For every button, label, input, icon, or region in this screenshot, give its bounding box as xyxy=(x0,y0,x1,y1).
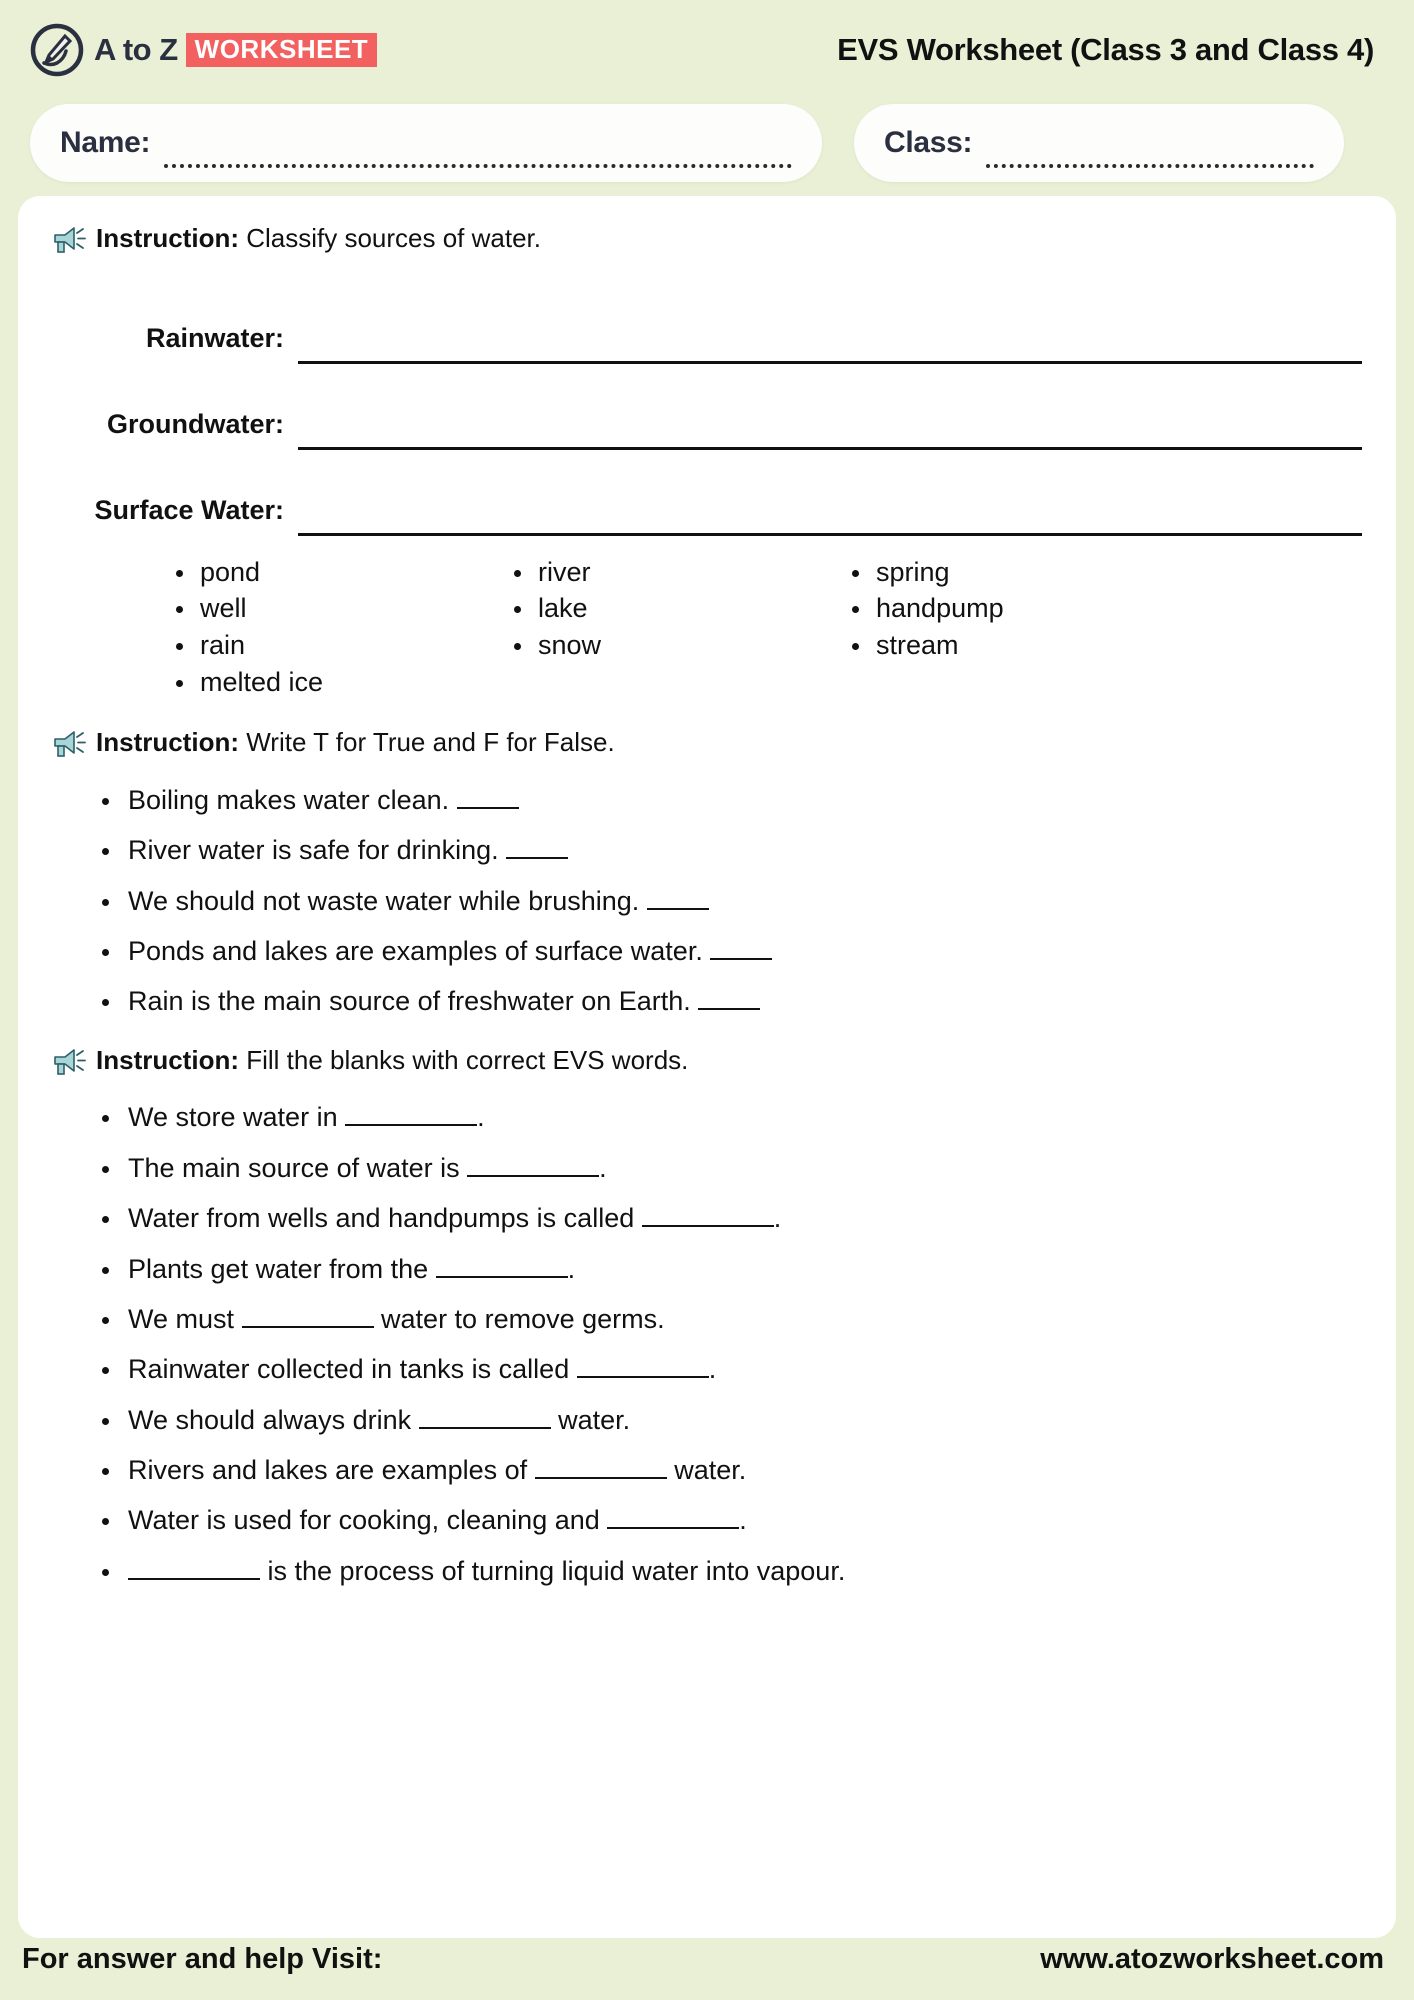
list-item xyxy=(96,1202,1362,1234)
list-item xyxy=(96,1353,1362,1385)
sentence-before: We should always drink xyxy=(128,1404,419,1435)
list-item xyxy=(96,935,1362,967)
answer-blank[interactable] xyxy=(242,1326,374,1328)
word-bank-column-1 xyxy=(170,554,508,701)
instruction-true-false xyxy=(52,726,1362,766)
classify-label-surface-water: Surface Water: xyxy=(94,494,284,525)
answer-blank[interactable] xyxy=(506,857,568,859)
instruction-detail: Write T for True and F for False. xyxy=(239,727,615,758)
answer-blank[interactable] xyxy=(698,1008,760,1010)
instruction-text xyxy=(96,222,541,255)
answer-blank[interactable] xyxy=(607,1527,739,1529)
list-item xyxy=(96,985,1362,1017)
list-item xyxy=(96,1454,1362,1486)
word-bank-item: lake xyxy=(508,590,846,627)
answer-blank[interactable] xyxy=(642,1225,774,1227)
sentence-before: Water from wells and handpumps is called xyxy=(128,1203,642,1234)
sentence-after: . xyxy=(708,1354,717,1385)
classify-row-groundwater xyxy=(52,364,1362,450)
sentence-before: Water is used for cooking, cleaning and xyxy=(128,1505,608,1536)
megaphone-icon xyxy=(52,1046,86,1084)
statement-text: Ponds and lakes are examples of surface water. xyxy=(128,936,703,967)
brand-badge: WORKSHEET xyxy=(186,33,378,67)
classify-label-groundwater: Groundwater: xyxy=(106,408,284,439)
word-bank-item: river xyxy=(508,554,846,591)
classify-answer-groundwater[interactable] xyxy=(298,444,1362,450)
word-bank-column-2 xyxy=(508,554,846,701)
name-label: Name: xyxy=(60,126,151,159)
word-bank xyxy=(52,554,1362,701)
statement-text: River water is safe for drinking. xyxy=(128,835,499,866)
list-item xyxy=(96,834,1362,866)
class-input[interactable] xyxy=(986,144,1314,168)
list-item xyxy=(96,1404,1362,1436)
section-spacer xyxy=(52,700,1362,726)
list-item xyxy=(96,1101,1362,1133)
pen-in-circle-icon xyxy=(30,23,84,77)
answer-blank[interactable] xyxy=(457,807,519,809)
worksheet-title: EVS Worksheet (Class 3 and Class 4) xyxy=(837,32,1374,67)
statement-text: We should not waste water while brushing. xyxy=(128,885,640,916)
answer-blank[interactable] xyxy=(535,1477,667,1479)
word-bank-item: rain xyxy=(170,627,508,664)
brand-logo xyxy=(30,23,377,77)
name-input[interactable] xyxy=(164,144,792,168)
brand-name: A to Z xyxy=(94,32,178,67)
answer-blank[interactable] xyxy=(436,1276,568,1278)
answer-blank[interactable] xyxy=(647,908,709,910)
sentence-after: water. xyxy=(666,1455,747,1486)
word-bank-column-3 xyxy=(846,554,1184,701)
word-bank-item: spring xyxy=(846,554,1184,591)
word-bank-item: well xyxy=(170,590,508,627)
answer-blank[interactable] xyxy=(577,1376,709,1378)
answer-blank[interactable] xyxy=(710,958,772,960)
page-footer xyxy=(0,1943,1414,1976)
word-bank-item: snow xyxy=(508,627,846,664)
classify-row-surface-water xyxy=(52,450,1362,536)
instruction-detail: Classify sources of water. xyxy=(239,223,541,253)
worksheet-body xyxy=(18,196,1396,1938)
instruction-prefix: Instruction: xyxy=(96,223,239,253)
fill-blanks-list xyxy=(52,1101,1362,1587)
student-info-row xyxy=(0,104,1414,182)
list-item xyxy=(96,1504,1362,1536)
sentence-before: Rainwater collected in tanks is called xyxy=(128,1354,577,1385)
instruction-prefix: Instruction: xyxy=(96,1044,239,1075)
answer-blank[interactable] xyxy=(419,1427,551,1429)
answer-blank[interactable] xyxy=(345,1124,477,1126)
sentence-after: . xyxy=(567,1253,576,1284)
word-bank-item: handpump xyxy=(846,590,1184,627)
name-field-card[interactable] xyxy=(30,104,822,182)
instruction-text xyxy=(96,726,615,759)
sentence-after: water to remove germs. xyxy=(373,1303,665,1334)
footer-help-text: For answer and help Visit: xyxy=(22,1943,383,1975)
class-field-card[interactable] xyxy=(854,104,1344,182)
sentence-before: Plants get water from the xyxy=(128,1253,436,1284)
brand-wordmark xyxy=(94,32,377,68)
word-bank-item: stream xyxy=(846,627,1184,664)
answer-blank[interactable] xyxy=(467,1175,599,1177)
megaphone-icon xyxy=(52,728,86,766)
class-label: Class: xyxy=(884,126,973,159)
sentence-before: We must xyxy=(128,1303,242,1334)
classify-block xyxy=(52,278,1362,536)
footer-website-link[interactable]: www.atozworksheet.com xyxy=(1040,1943,1384,1975)
sentence-before: We store water in xyxy=(128,1102,346,1133)
sentence-after: . xyxy=(773,1203,782,1234)
answer-blank[interactable] xyxy=(128,1578,260,1580)
sentence-before: The main source of water is xyxy=(128,1152,468,1183)
sentence-after: water. xyxy=(550,1404,631,1435)
instruction-text xyxy=(96,1044,688,1077)
instruction-fill-blanks xyxy=(52,1044,1362,1084)
sentence-after: is the process of turning liquid water into vapour. xyxy=(260,1555,846,1586)
instruction-detail: Fill the blanks with correct EVS words. xyxy=(239,1044,689,1075)
word-bank-item: melted ice xyxy=(170,664,508,701)
true-false-list xyxy=(52,784,1362,1018)
list-item xyxy=(96,1555,1362,1587)
word-bank-item: pond xyxy=(170,554,508,591)
section-spacer xyxy=(52,1018,1362,1044)
sentence-after: . xyxy=(477,1102,485,1133)
list-item xyxy=(96,885,1362,917)
list-item xyxy=(96,1303,1362,1335)
sentence-before: Rivers and lakes are examples of xyxy=(128,1455,535,1486)
statement-text: Rain is the main source of freshwater on Earth. xyxy=(128,986,691,1017)
instruction-classify xyxy=(52,222,1362,262)
sentence-after: . xyxy=(739,1505,747,1536)
classify-answer-rainwater[interactable] xyxy=(298,358,1362,364)
list-item xyxy=(96,1152,1362,1184)
list-item xyxy=(96,784,1362,816)
classify-answer-surface-water[interactable] xyxy=(298,530,1362,536)
statement-text: Boiling makes water clean. xyxy=(128,784,450,815)
list-item xyxy=(96,1253,1362,1285)
sentence-after: . xyxy=(599,1152,607,1183)
instruction-prefix: Instruction: xyxy=(96,727,239,758)
classify-row-rainwater xyxy=(52,278,1362,364)
page-header xyxy=(0,0,1414,100)
classify-label-rainwater: Rainwater: xyxy=(145,322,284,353)
megaphone-icon xyxy=(52,224,86,262)
